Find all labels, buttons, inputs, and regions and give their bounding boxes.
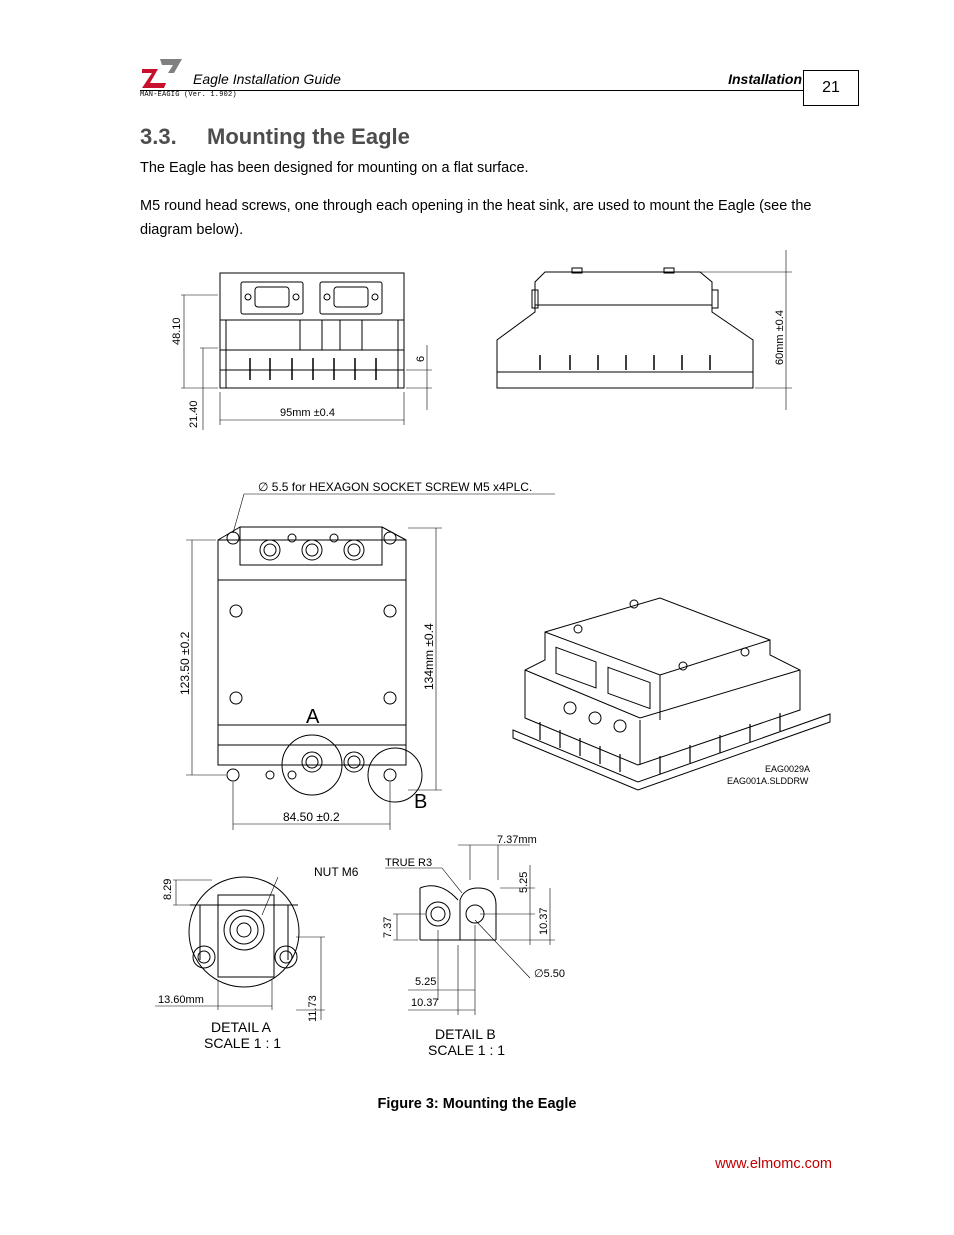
- dim-123-50: 123.50 ±0.2: [178, 631, 192, 695]
- dim-13-60: 13.60mm: [158, 994, 204, 1006]
- top-view: [186, 480, 555, 830]
- detail-a-marker: A: [306, 706, 320, 728]
- detail-b-marker: B: [414, 791, 428, 813]
- drawing-id-1: EAG0029A: [765, 764, 811, 774]
- dim-10-37-vertical: 10.37: [538, 907, 550, 935]
- dim-21-40: 21.40: [188, 400, 200, 428]
- footer-website-link[interactable]: www.elmomc.com: [715, 1156, 832, 1172]
- doc-title: Eagle Installation Guide: [193, 71, 341, 87]
- dim-95: 95mm ±0.4: [280, 407, 335, 419]
- section-number: 3.3.: [140, 124, 177, 149]
- detail-b-title: DETAIL B: [435, 1026, 496, 1042]
- dim-10-37-horizontal: 10.37: [411, 997, 439, 1009]
- detail-a-title: DETAIL A: [211, 1019, 271, 1035]
- nut-m6-label: NUT M6: [314, 865, 359, 879]
- dim-5-50: ∅5.50: [534, 968, 565, 980]
- dim-134: 134mm ±0.4: [422, 623, 436, 690]
- dim-84-50: 84.50 ±0.2: [283, 810, 340, 824]
- figure-caption: Figure 3: Mounting the Eagle: [377, 1096, 577, 1112]
- side-view: [497, 250, 792, 410]
- dim-11-73: 11.73: [307, 995, 319, 1022]
- dim-60: 60mm ±0.4: [774, 310, 786, 365]
- dim-7-37mm: 7.37mm: [497, 834, 537, 846]
- dim-5-25-horizontal: 5.25: [415, 976, 437, 988]
- dim-48-10: 48.10: [171, 317, 183, 345]
- isometric-view: [513, 598, 830, 790]
- detail-a-scale: SCALE 1 : 1: [204, 1035, 282, 1051]
- dim-8-29: 8.29: [162, 878, 174, 900]
- hole-note: ∅ 5.5 for HEXAGON SOCKET SCREW M5 x4PLC.: [258, 480, 533, 494]
- dim-7-37-vertical: 7.37: [382, 916, 394, 938]
- true-r3-label: TRUE R3: [385, 857, 433, 869]
- doc-revision: MAN-EAGIG (Ver. 1.902): [140, 91, 237, 99]
- section-title: Mounting the Eagle: [207, 124, 410, 149]
- section-name: Installation: [728, 71, 802, 87]
- paragraph-1: The Eagle has been designed for mounting on a flat surface.: [140, 160, 529, 176]
- detail-b-view: [385, 845, 555, 1015]
- dim-5-25-vertical: 5.25: [518, 871, 530, 893]
- dim-6: 6: [415, 355, 427, 362]
- paragraph-2: M5 round head screws, one through each opening in the heat sink, are used to mount the Eagle (see the diagram below).: [140, 198, 812, 238]
- page-number: 21: [803, 70, 859, 106]
- detail-b-scale: SCALE 1 : 1: [428, 1042, 506, 1058]
- drawing-id-2: EAG001A.SLDDRW: [727, 776, 809, 786]
